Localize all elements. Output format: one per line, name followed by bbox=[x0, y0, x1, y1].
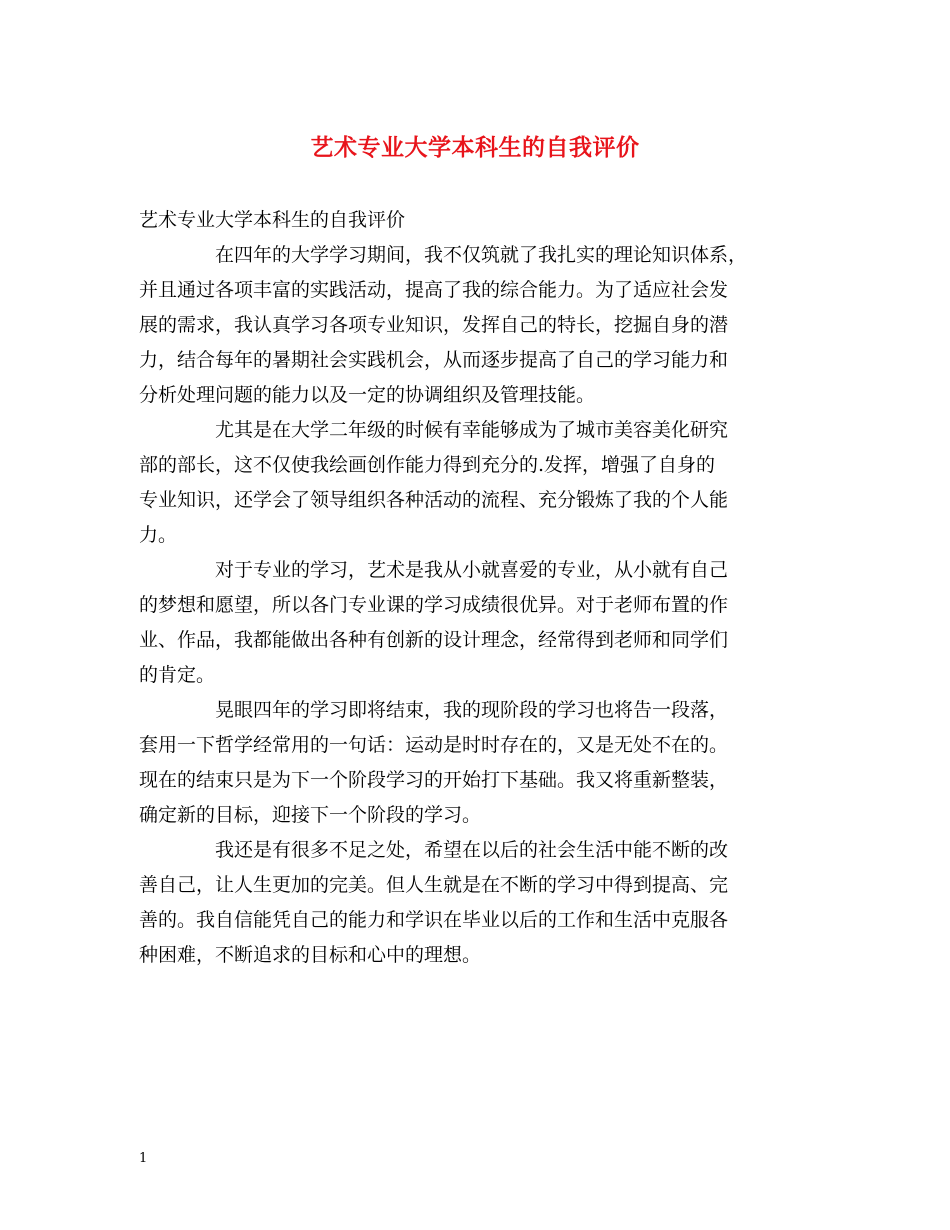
text-line: 在四年的大学学习期间，我不仅筑就了我扎实的理论知识体系， bbox=[215, 244, 748, 266]
text-line: 套用一下哲学经常用的一句话：运动是时时存在的，又是无处不在的。 bbox=[139, 734, 729, 756]
document-title: 艺术专业大学本科生的自我评价 bbox=[310, 134, 640, 161]
document-subtitle: 艺术专业大学本科生的自我评价 bbox=[139, 209, 406, 231]
text-line: 善自己，让人生更加的完美。但人生就是在不断的学习中得到提高、完 bbox=[139, 874, 729, 896]
paragraph bbox=[139, 693, 829, 833]
text-line: 力，结合每年的暑期社会实践机会，从而逐步提高了自己的学习能力和 bbox=[139, 349, 729, 371]
text-line: 确定新的目标，迎接下一个阶段的学习。 bbox=[139, 804, 482, 826]
text-line: 对于专业的学习，艺术是我从小就喜爱的专业，从小就有自己 bbox=[215, 559, 729, 581]
paragraph bbox=[139, 833, 829, 973]
text-line: 尤其是在大学二年级的时候有幸能够成为了城市美容美化研究 bbox=[215, 419, 729, 441]
text-line: 专业知识，还学会了领导组织各种活动的流程、充分锻炼了我的个人能 bbox=[139, 489, 729, 511]
paragraph bbox=[139, 238, 829, 413]
text-line: 展的需求，我认真学习各项专业知识，发挥自己的特长，挖掘自身的潜 bbox=[139, 314, 729, 336]
text-line: 分析处理问题的能力以及一定的协调组织及管理技能。 bbox=[139, 384, 596, 406]
text-line: 我还是有很多不足之处，希望在以后的社会生活中能不断的改 bbox=[215, 839, 729, 861]
text-line: 善的。我自信能凭自己的能力和学识在毕业以后的工作和生活中克服各 bbox=[139, 909, 729, 931]
text-line: 业、作品，我都能做出各种有创新的设计理念，经常得到老师和同学们 bbox=[139, 629, 729, 651]
page-number: 1 bbox=[139, 1151, 148, 1166]
text-line: 并且通过各项丰富的实践活动，提高了我的综合能力。为了适应社会发 bbox=[139, 279, 729, 301]
paragraph bbox=[139, 413, 829, 553]
text-line: 力。 bbox=[139, 524, 178, 546]
text-line: 晃眼四年的学习即将结束，我的现阶段的学习也将告一段落， bbox=[215, 699, 729, 721]
text-line: 的肯定。 bbox=[139, 664, 216, 686]
text-line: 的梦想和愿望，所以各门专业课的学习成绩很优异。对于老师布置的作 bbox=[139, 594, 729, 616]
text-line: 种困难，不断追求的目标和心中的理想。 bbox=[139, 944, 482, 966]
text-line: 部的部长，这不仅使我绘画创作能力得到充分的.发挥，增强了自身的 bbox=[139, 454, 716, 476]
paragraph bbox=[139, 553, 829, 693]
document-body bbox=[139, 203, 829, 973]
text-line: 现在的结束只是为下一个阶段学习的开始打下基础。我又将重新整装， bbox=[139, 769, 729, 791]
